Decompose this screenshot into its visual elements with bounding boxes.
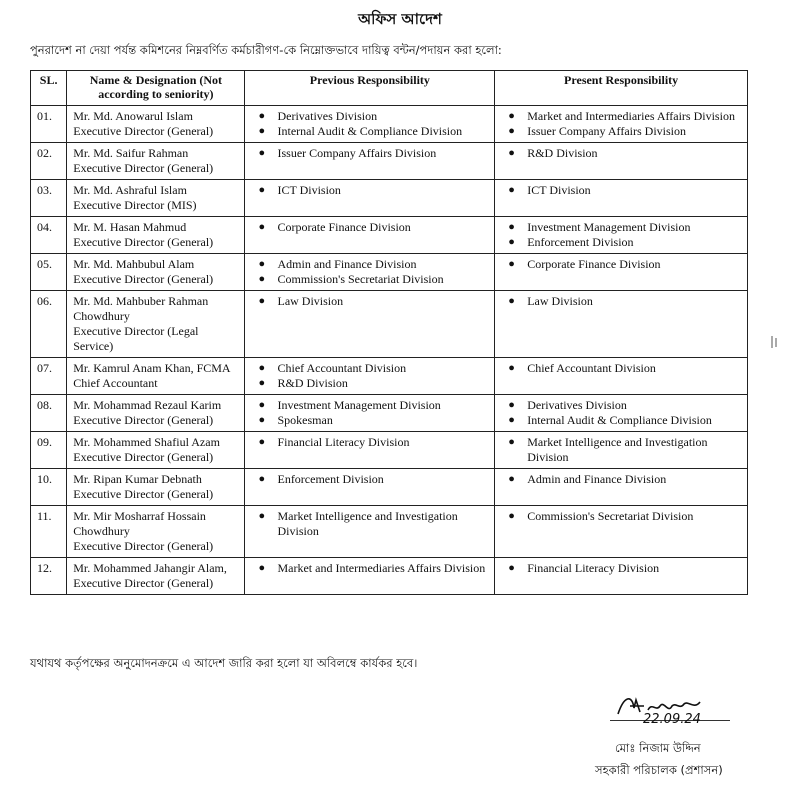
list-item (251, 294, 490, 309)
list-item (251, 146, 490, 161)
list-item (251, 561, 490, 576)
officer-designation: Executive Director (General) (73, 124, 214, 138)
name-designation-cell (67, 180, 245, 217)
previous-responsibility-cell (245, 143, 495, 180)
previous-responsibility-list (251, 109, 490, 139)
list-item (501, 257, 743, 272)
table-row (31, 291, 748, 358)
previous-responsibility-list (251, 257, 490, 287)
previous-responsibility-list (251, 361, 490, 391)
present-responsibility-list (501, 294, 743, 309)
division-name: Law Division (527, 294, 593, 308)
division-name: Enforcement Division (277, 472, 384, 486)
present-responsibility-list (501, 472, 743, 487)
table-row (31, 432, 748, 469)
list-item (251, 472, 490, 487)
bullet-icon: ● (258, 147, 266, 159)
previous-responsibility-list (251, 509, 490, 539)
officer-name: Mr. Mir Mosharraf Hossain Chowdhury (73, 509, 206, 538)
present-responsibility-list (501, 398, 743, 428)
present-responsibility-list (501, 109, 743, 139)
present-responsibility-cell (495, 180, 748, 217)
previous-responsibility-list (251, 294, 490, 309)
present-responsibility-cell (495, 217, 748, 254)
division-name: Market Intelligence and Investigation Division (527, 435, 708, 464)
officer-name: Mr. Md. Mahbuber Rahman Chowdhury (73, 294, 209, 323)
present-responsibility-cell (495, 469, 748, 506)
officer-name: Mr. Md. Anowarul Islam (73, 109, 193, 123)
bullet-icon: ● (258, 125, 266, 137)
list-item (251, 183, 490, 198)
margin-tick-mark (770, 335, 778, 349)
table-row (31, 143, 748, 180)
table-row (31, 217, 748, 254)
bullet-icon: ● (258, 510, 266, 522)
present-responsibility-cell (495, 506, 748, 558)
bullet-icon: ● (508, 473, 515, 485)
division-name: Internal Audit & Compliance Division (527, 413, 712, 427)
list-item (501, 413, 743, 428)
list-item (501, 124, 743, 139)
header-sl: SL. (31, 71, 67, 106)
previous-responsibility-cell (245, 217, 495, 254)
division-name: R&D Division (277, 376, 348, 390)
division-name: Issuer Company Affairs Division (277, 146, 437, 160)
division-name: Investment Management Division (527, 220, 691, 234)
bullet-icon: ● (508, 414, 515, 426)
officer-name: Mr. Ripan Kumar Debnath (73, 472, 202, 486)
present-responsibility-cell (495, 291, 748, 358)
list-item (501, 183, 743, 198)
officer-name: Mr. Mohammad Rezaul Karim (73, 398, 222, 412)
table-row (31, 254, 748, 291)
bullet-icon: ● (508, 295, 515, 307)
serial-number: 12. (31, 558, 67, 595)
list-item (251, 124, 490, 139)
list-item (501, 146, 743, 161)
division-name: Admin and Finance Division (527, 472, 667, 486)
officer-name: Mr. M. Hasan Mahmud (73, 220, 187, 234)
list-item (501, 472, 743, 487)
division-name: ICT Division (277, 183, 341, 197)
bullet-icon: ● (508, 562, 515, 574)
bullet-icon: ● (258, 362, 266, 374)
present-responsibility-cell (495, 558, 748, 595)
previous-responsibility-cell (245, 395, 495, 432)
previous-responsibility-cell (245, 106, 495, 143)
list-item (251, 413, 490, 428)
present-responsibility-list (501, 561, 743, 576)
officer-designation: Executive Director (Legal Service) (73, 324, 199, 353)
page-title: অফিস আদেশ (358, 10, 442, 28)
division-name: Law Division (277, 294, 344, 308)
list-item (251, 435, 490, 450)
officer-designation: Executive Director (General) (73, 450, 214, 464)
bullet-icon: ● (508, 258, 515, 270)
division-name: Derivatives Division (527, 398, 627, 412)
present-responsibility-list (501, 183, 743, 198)
table-body (31, 106, 748, 595)
previous-responsibility-list (251, 183, 490, 198)
bullet-icon: ● (258, 436, 266, 448)
name-designation-cell (67, 143, 245, 180)
bullet-icon: ● (508, 436, 515, 448)
division-name: Admin and Finance Division (277, 257, 417, 271)
present-responsibility-list (501, 220, 743, 250)
officer-designation: Executive Director (General) (73, 539, 214, 553)
list-item (251, 509, 490, 539)
serial-number: 03. (31, 180, 67, 217)
division-name: R&D Division (527, 146, 598, 160)
table-header-row (31, 71, 748, 106)
officer-name: Mr. Md. Saifur Rahman (73, 146, 189, 160)
signer-name: মোঃ নিজাম উদ্দিন (615, 741, 701, 755)
officer-name: Mr. Kamrul Anam Khan, FCMA (73, 361, 231, 375)
previous-responsibility-cell (245, 469, 495, 506)
bullet-icon: ● (508, 399, 515, 411)
division-name: ICT Division (527, 183, 591, 197)
serial-number: 11. (31, 506, 67, 558)
previous-responsibility-cell (245, 291, 495, 358)
header-name-designation: Name & Designation (Not according to seniority) (67, 71, 245, 106)
previous-responsibility-list (251, 146, 490, 161)
signature-date: 22.09.24 (643, 712, 701, 727)
bullet-icon: ● (258, 221, 266, 233)
officer-name: Mr. Md. Mahbubul Alam (73, 257, 195, 271)
table-row (31, 106, 748, 143)
officer-designation: Executive Director (General) (73, 272, 214, 286)
division-name: Market and Intermediaries Affairs Division (277, 561, 486, 575)
name-designation-cell (67, 469, 245, 506)
officer-designation: Chief Accountant (73, 376, 158, 390)
bullet-icon: ● (258, 273, 266, 285)
officer-designation: Executive Director (General) (73, 487, 214, 501)
list-item (501, 235, 743, 250)
present-responsibility-list (501, 509, 743, 524)
table-row (31, 469, 748, 506)
serial-number: 06. (31, 291, 67, 358)
serial-number: 08. (31, 395, 67, 432)
officer-designation: Executive Director (MIS) (73, 198, 197, 212)
officer-designation: Executive Director (General) (73, 235, 214, 249)
list-item (251, 398, 490, 413)
division-name: Market Intelligence and Investigation Division (277, 509, 458, 538)
list-item (251, 376, 490, 391)
previous-responsibility-list (251, 435, 490, 450)
name-designation-cell (67, 395, 245, 432)
officer-name: Mr. Md. Ashraful Islam (73, 183, 187, 197)
division-name: Spokesman (277, 413, 333, 427)
bullet-icon: ● (258, 562, 266, 574)
officer-designation: Executive Director (General) (73, 576, 214, 590)
present-responsibility-list (501, 257, 743, 272)
present-responsibility-list (501, 361, 743, 376)
responsibility-table (30, 70, 748, 595)
present-responsibility-cell (495, 432, 748, 469)
name-designation-cell (67, 291, 245, 358)
bullet-icon: ● (508, 362, 515, 374)
division-name: Derivatives Division (277, 109, 378, 123)
bullet-icon: ● (258, 184, 266, 196)
list-item (501, 294, 743, 309)
bullet-icon: ● (508, 110, 515, 122)
list-item (251, 272, 490, 287)
bullet-icon: ● (508, 125, 515, 137)
previous-responsibility-list (251, 220, 490, 235)
table-row (31, 180, 748, 217)
previous-responsibility-cell (245, 254, 495, 291)
present-responsibility-cell (495, 143, 748, 180)
list-item (501, 561, 743, 576)
bullet-icon: ● (508, 184, 515, 196)
name-designation-cell (67, 358, 245, 395)
bullet-icon: ● (258, 414, 266, 426)
division-name: Financial Literacy Division (277, 435, 410, 449)
division-name: Chief Accountant Division (527, 361, 656, 375)
table-row (31, 506, 748, 558)
present-responsibility-cell (495, 106, 748, 143)
officer-designation: Executive Director (General) (73, 413, 214, 427)
division-name: Enforcement Division (527, 235, 634, 249)
previous-responsibility-list (251, 561, 490, 576)
list-item (501, 361, 743, 376)
table-row (31, 558, 748, 595)
serial-number: 10. (31, 469, 67, 506)
bullet-icon: ● (258, 473, 266, 485)
list-item (251, 220, 490, 235)
list-item (501, 109, 743, 124)
bullet-icon: ● (508, 236, 515, 248)
previous-responsibility-cell (245, 432, 495, 469)
division-name: Investment Management Division (277, 398, 441, 412)
previous-responsibility-cell (245, 506, 495, 558)
division-name: Internal Audit & Compliance Division (277, 124, 463, 138)
list-item (501, 509, 743, 524)
name-designation-cell (67, 254, 245, 291)
table-row (31, 358, 748, 395)
division-name: Corporate Finance Division (277, 220, 411, 234)
present-responsibility-cell (495, 395, 748, 432)
list-item (501, 398, 743, 413)
division-name: Corporate Finance Division (527, 257, 661, 271)
name-designation-cell (67, 217, 245, 254)
officer-name: Mr. Mohammed Jahangir Alam, (73, 561, 227, 575)
bullet-icon: ● (258, 399, 266, 411)
previous-responsibility-cell (245, 358, 495, 395)
list-item (251, 257, 490, 272)
officer-name: Mr. Mohammed Shafiul Azam (73, 435, 220, 449)
serial-number: 02. (31, 143, 67, 180)
serial-number: 05. (31, 254, 67, 291)
officer-designation: Executive Director (General) (73, 161, 214, 175)
present-responsibility-list (501, 146, 743, 161)
name-designation-cell (67, 506, 245, 558)
division-name: Commission's Secretariat Division (277, 272, 444, 286)
list-item (251, 109, 490, 124)
bullet-icon: ● (508, 510, 515, 522)
list-item (251, 361, 490, 376)
closing-text: যথাযথ কর্তৃপক্ষের অনুমোদনক্রমে এ আদেশ জারি করা হলো যা অবিলম্বে কার্যকর হবে। (30, 656, 418, 670)
division-name: Chief Accountant Division (277, 361, 407, 375)
serial-number: 09. (31, 432, 67, 469)
header-present-responsibility: Present Responsibility (495, 71, 748, 106)
header-previous-responsibility: Previous Responsibility (245, 71, 495, 106)
previous-responsibility-cell (245, 558, 495, 595)
name-designation-cell (67, 106, 245, 143)
signer-title: সহকারী পরিচালক (প্রশাসন) (595, 763, 723, 777)
bullet-icon: ● (258, 295, 266, 307)
serial-number: 07. (31, 358, 67, 395)
previous-responsibility-list (251, 472, 490, 487)
bullet-icon: ● (508, 147, 515, 159)
bullet-icon: ● (258, 258, 266, 270)
division-name: Issuer Company Affairs Division (527, 124, 686, 138)
table-row (31, 395, 748, 432)
name-designation-cell (67, 558, 245, 595)
division-name: Financial Literacy Division (527, 561, 660, 575)
division-name: Commission's Secretariat Division (527, 509, 694, 523)
previous-responsibility-cell (245, 180, 495, 217)
intro-text: পুনরাদেশ না দেয়া পর্যন্ত কমিশনের নিম্নবর্ণিত কর্মচারীগণ-কে নিম্নোক্তভাবে দায়িত্ব বন্টন/পদায়ন করা হলো: (30, 43, 502, 57)
division-name: Market and Intermediaries Affairs Division (527, 109, 735, 123)
present-responsibility-cell (495, 358, 748, 395)
bullet-icon: ● (258, 110, 266, 122)
previous-responsibility-list (251, 398, 490, 428)
serial-number: 04. (31, 217, 67, 254)
present-responsibility-list (501, 435, 743, 465)
name-designation-cell (67, 432, 245, 469)
bullet-icon: ● (258, 377, 266, 389)
list-item (501, 435, 743, 465)
list-item (501, 220, 743, 235)
present-responsibility-cell (495, 254, 748, 291)
bullet-icon: ● (508, 221, 515, 233)
serial-number: 01. (31, 106, 67, 143)
